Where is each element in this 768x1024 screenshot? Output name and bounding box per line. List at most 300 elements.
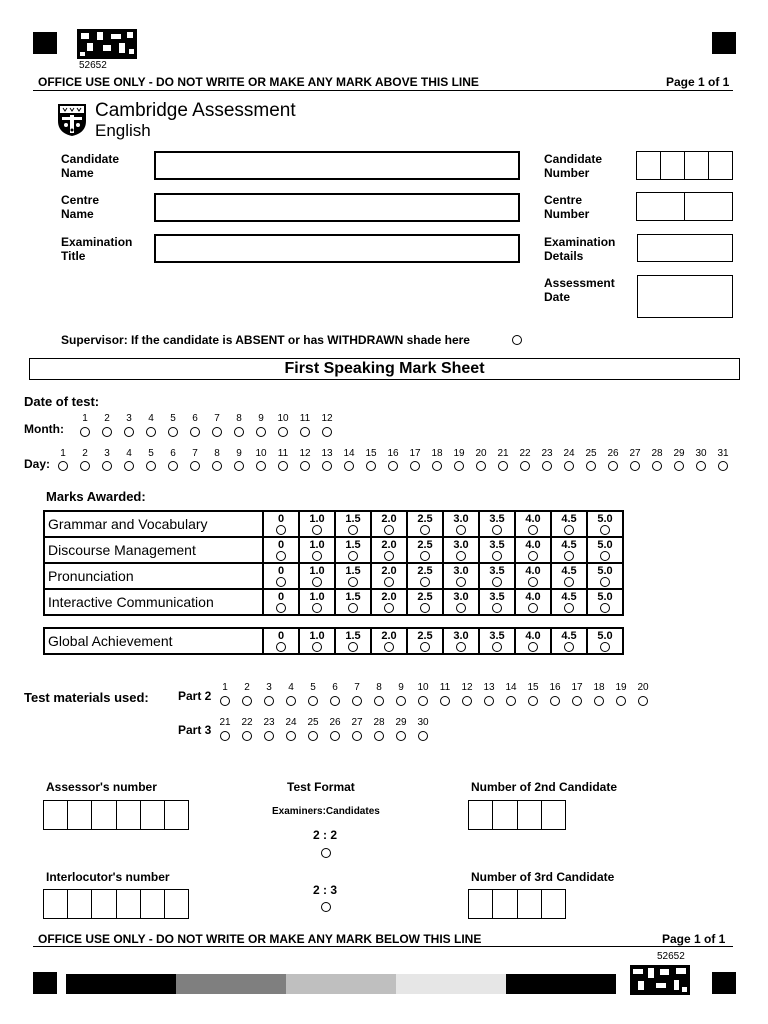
score-cell [515, 511, 551, 537]
page-number-top: Page 1 of 1 [666, 75, 730, 89]
interlocutor-number-field[interactable] [43, 889, 189, 919]
score-cell [551, 628, 587, 654]
day-bubble[interactable] [80, 461, 90, 471]
day-number-label: 23 [541, 448, 553, 459]
month-bubble[interactable] [146, 427, 156, 437]
score-cell [299, 589, 335, 615]
score-bubble[interactable] [492, 551, 502, 561]
score-label: 4.0 [525, 630, 541, 642]
score-cell [263, 563, 299, 589]
score-label: 3.5 [489, 565, 505, 577]
day-number-label: 24 [563, 448, 575, 459]
day-bubble[interactable] [278, 461, 288, 471]
supervisor-instruction: Supervisor: If the candidate is ABSENT or has WITHDRAWN shade here [61, 333, 470, 347]
part2-bubble[interactable] [374, 696, 384, 706]
score-cell [479, 537, 515, 563]
format-2-3-bubble[interactable] [321, 902, 331, 912]
score-cell [263, 537, 299, 563]
day-bubble[interactable] [476, 461, 486, 471]
score-cell [299, 511, 335, 537]
registration-mark-bottom-left [33, 972, 57, 994]
score-bubble[interactable] [420, 603, 430, 613]
part2-bubble[interactable] [396, 696, 406, 706]
part2-bubble[interactable] [286, 696, 296, 706]
page-number-bottom: Page 1 of 1 [662, 932, 726, 946]
part2-bubble[interactable] [440, 696, 450, 706]
test-materials-label: Test materials used: [24, 690, 149, 705]
score-cell [371, 511, 407, 537]
form-code-bottom: 52652 [657, 951, 685, 962]
part2-number-label: 5 [310, 682, 316, 693]
month-number-label: 8 [236, 413, 242, 424]
day-number-label: 1 [60, 448, 66, 459]
month-bubble[interactable] [80, 427, 90, 437]
score-cell [479, 563, 515, 589]
day-bubble[interactable] [102, 461, 112, 471]
score-cell [407, 511, 443, 537]
examination-title-field[interactable] [154, 234, 520, 263]
score-label: 2.0 [381, 539, 397, 551]
format-2-2-label: 2 : 2 [313, 828, 338, 842]
month-number-label: 11 [299, 413, 311, 424]
score-bubble[interactable] [276, 551, 286, 561]
score-bubble[interactable] [528, 603, 538, 613]
score-label: 3.0 [453, 513, 469, 525]
score-label: 0 [277, 565, 285, 577]
criterion-label: Grammar and Vocabulary [44, 511, 263, 537]
part3-bubble[interactable] [220, 731, 230, 741]
score-bubble[interactable] [348, 642, 358, 652]
centre-name-label: Centre Name [61, 193, 100, 221]
score-bubble[interactable] [492, 642, 502, 652]
part2-bubble[interactable] [638, 696, 648, 706]
score-bubble[interactable] [312, 525, 322, 535]
score-label: 2.5 [417, 565, 433, 577]
part3-number-label: 26 [329, 717, 341, 728]
score-bubble[interactable] [384, 603, 394, 613]
day-bubble[interactable] [234, 461, 244, 471]
score-cell [587, 563, 623, 589]
score-label: 5.0 [597, 565, 613, 577]
third-candidate-label: Number of 3rd Candidate [471, 870, 615, 884]
score-bubble[interactable] [276, 577, 286, 587]
page-title: First Speaking Mark Sheet [284, 360, 485, 377]
examination-details-field[interactable] [637, 234, 733, 262]
month-label: Month: [24, 422, 64, 436]
score-cell [587, 628, 623, 654]
interlocutor-number-label: Interlocutor's number [46, 870, 170, 884]
score-bubble[interactable] [600, 551, 610, 561]
score-label: 1.5 [345, 565, 361, 577]
part3-number-label: 22 [241, 717, 253, 728]
score-label: 4.0 [525, 513, 541, 525]
day-bubble[interactable] [520, 461, 530, 471]
month-number-label: 10 [277, 413, 289, 424]
centre-number-label: Centre Number [544, 193, 590, 221]
day-bubble[interactable] [300, 461, 310, 471]
month-number-label: 7 [214, 413, 220, 424]
score-cell [479, 628, 515, 654]
score-bubble[interactable] [384, 525, 394, 535]
score-label: 4.5 [561, 539, 577, 551]
day-bubble[interactable] [344, 461, 354, 471]
day-number-label: 13 [321, 448, 333, 459]
day-bubble[interactable] [542, 461, 552, 471]
score-bubble[interactable] [456, 642, 466, 652]
criterion-row [44, 589, 623, 615]
part3-label: Part 3 [178, 723, 212, 737]
part2-number-label: 7 [354, 682, 360, 693]
office-use-notice-bottom: OFFICE USE ONLY - DO NOT WRITE OR MAKE ANY MARK BELOW THIS LINE [38, 932, 482, 946]
day-bubble[interactable] [564, 461, 574, 471]
day-number-label: 11 [277, 448, 289, 459]
part2-number-label: 15 [527, 682, 539, 693]
part3-bubble[interactable] [396, 731, 406, 741]
day-bubble[interactable] [124, 461, 134, 471]
part2-bubble[interactable] [528, 696, 538, 706]
score-bubble[interactable] [348, 577, 358, 587]
score-bubble[interactable] [528, 551, 538, 561]
part2-bubble[interactable] [352, 696, 362, 706]
part3-number-label: 28 [373, 717, 385, 728]
score-label: 0 [277, 513, 285, 525]
score-bubble[interactable] [312, 642, 322, 652]
score-cell [515, 589, 551, 615]
part2-number-label: 3 [266, 682, 272, 693]
part2-bubble[interactable] [616, 696, 626, 706]
score-cell [299, 563, 335, 589]
part3-bubble[interactable] [264, 731, 274, 741]
score-cell [335, 589, 371, 615]
score-label: 4.5 [561, 591, 577, 603]
score-cell [479, 511, 515, 537]
global-achievement-label: Global Achievement [44, 628, 263, 654]
score-bubble[interactable] [492, 603, 502, 613]
part3-bubble[interactable] [418, 731, 428, 741]
month-bubble[interactable] [300, 427, 310, 437]
month-number-label: 12 [321, 413, 333, 424]
logo-title: Cambridge Assessment [95, 100, 296, 121]
score-bubble[interactable] [276, 642, 286, 652]
day-number-label: 8 [214, 448, 220, 459]
assessment-date-label: Assessment Date [544, 276, 615, 304]
day-number-label: 6 [170, 448, 176, 459]
criterion-row [44, 563, 623, 589]
score-label: 5.0 [597, 539, 613, 551]
score-bubble[interactable] [312, 603, 322, 613]
score-bubble[interactable] [312, 577, 322, 587]
criterion-label: Discourse Management [44, 537, 263, 563]
score-bubble[interactable] [564, 577, 574, 587]
global-achievement-table [43, 627, 624, 655]
score-cell [335, 537, 371, 563]
day-bubble[interactable] [410, 461, 420, 471]
candidate-name-field[interactable] [154, 151, 520, 180]
month-number-label: 4 [148, 413, 154, 424]
part3-bubble[interactable] [374, 731, 384, 741]
score-bubble[interactable] [420, 577, 430, 587]
score-cell [551, 589, 587, 615]
month-number-label: 6 [192, 413, 198, 424]
gradient-bar-dark-gray [176, 974, 286, 994]
day-number-label: 22 [519, 448, 531, 459]
day-bubble[interactable] [322, 461, 332, 471]
part2-number-label: 2 [244, 682, 250, 693]
day-bubble[interactable] [168, 461, 178, 471]
second-candidate-label: Number of 2nd Candidate [471, 780, 618, 794]
day-bubble[interactable] [652, 461, 662, 471]
score-label: 5.0 [597, 591, 613, 603]
part2-bubble[interactable] [484, 696, 494, 706]
score-bubble[interactable] [456, 551, 466, 561]
month-bubble[interactable] [102, 427, 112, 437]
score-bubble[interactable] [420, 525, 430, 535]
day-number-label: 18 [431, 448, 443, 459]
part2-bubble[interactable] [550, 696, 560, 706]
score-cell [407, 628, 443, 654]
score-bubble[interactable] [600, 603, 610, 613]
day-number-label: 25 [585, 448, 597, 459]
part3-number-label: 29 [395, 717, 407, 728]
score-cell [335, 628, 371, 654]
score-label: 1.5 [345, 630, 361, 642]
day-bubble[interactable] [432, 461, 442, 471]
day-bubble[interactable] [674, 461, 684, 471]
barcode-top [77, 29, 137, 59]
part2-bubble[interactable] [594, 696, 604, 706]
month-bubble[interactable] [212, 427, 222, 437]
part2-number-label: 18 [593, 682, 605, 693]
assessor-number-field[interactable] [43, 800, 189, 830]
day-number-label: 15 [365, 448, 377, 459]
barcode-bottom [630, 965, 690, 995]
score-cell [371, 537, 407, 563]
month-bubble[interactable] [124, 427, 134, 437]
day-number-label: 31 [717, 448, 729, 459]
score-bubble[interactable] [276, 603, 286, 613]
day-bubble[interactable] [58, 461, 68, 471]
score-bubble[interactable] [384, 642, 394, 652]
gradient-bar-black [66, 974, 176, 994]
score-label: 4.5 [561, 513, 577, 525]
marks-awarded-label: Marks Awarded: [46, 489, 146, 504]
examination-title-label: Examination Title [61, 235, 133, 263]
office-use-notice-top: OFFICE USE ONLY - DO NOT WRITE OR MAKE ANY MARK ABOVE THIS LINE [38, 75, 479, 89]
month-bubble[interactable] [256, 427, 266, 437]
score-bubble[interactable] [564, 603, 574, 613]
score-label: 0 [277, 539, 285, 551]
form-code-top: 52652 [79, 60, 107, 71]
score-label: 4.5 [561, 565, 577, 577]
score-cell [335, 563, 371, 589]
part2-bubble[interactable] [418, 696, 428, 706]
part3-bubble[interactable] [352, 731, 362, 741]
score-label: 2.5 [417, 539, 433, 551]
score-label: 3.0 [453, 591, 469, 603]
score-label: 0 [277, 591, 285, 603]
part2-number-label: 19 [615, 682, 627, 693]
score-cell [443, 511, 479, 537]
part2-bubble[interactable] [462, 696, 472, 706]
assessment-date-field[interactable] [637, 275, 733, 318]
score-bubble[interactable] [456, 603, 466, 613]
examiners-candidates-label: Examiners:Candidates [272, 806, 380, 817]
day-bubble[interactable] [212, 461, 222, 471]
part2-number-label: 4 [288, 682, 294, 693]
day-label: Day: [24, 457, 51, 471]
day-bubble[interactable] [256, 461, 266, 471]
day-bubble[interactable] [366, 461, 376, 471]
score-bubble[interactable] [600, 642, 610, 652]
month-bubble[interactable] [322, 427, 332, 437]
day-number-label: 2 [82, 448, 88, 459]
day-number-label: 7 [192, 448, 198, 459]
centre-number-field[interactable] [636, 192, 733, 221]
part3-bubble[interactable] [308, 731, 318, 741]
score-bubble[interactable] [348, 525, 358, 535]
part2-number-label: 6 [332, 682, 338, 693]
part2-bubble[interactable] [572, 696, 582, 706]
criterion-label: Pronunciation [44, 563, 263, 589]
day-number-label: 19 [453, 448, 465, 459]
day-number-label: 16 [387, 448, 399, 459]
score-label: 1.0 [309, 565, 325, 577]
score-cell [299, 628, 335, 654]
day-number-label: 17 [409, 448, 421, 459]
score-bubble[interactable] [420, 642, 430, 652]
day-bubble[interactable] [190, 461, 200, 471]
score-label: 2.0 [381, 591, 397, 603]
part3-bubble[interactable] [242, 731, 252, 741]
score-bubble[interactable] [564, 642, 574, 652]
score-bubble[interactable] [348, 603, 358, 613]
registration-mark-bottom-right [712, 972, 736, 994]
score-cell [551, 511, 587, 537]
part2-number-label: 12 [461, 682, 473, 693]
score-label: 3.0 [453, 539, 469, 551]
logo-subtitle: English [95, 121, 151, 140]
month-number-label: 9 [258, 413, 264, 424]
part3-number-label: 25 [307, 717, 319, 728]
score-bubble[interactable] [492, 577, 502, 587]
month-number-label: 2 [104, 413, 110, 424]
gradient-bar-black-end [506, 974, 616, 994]
score-cell [587, 511, 623, 537]
score-label: 3.5 [489, 630, 505, 642]
global-achievement-row [44, 628, 623, 654]
score-cell [515, 563, 551, 589]
day-bubble[interactable] [586, 461, 596, 471]
score-cell [515, 537, 551, 563]
score-bubble[interactable] [600, 525, 610, 535]
day-number-label: 4 [126, 448, 132, 459]
day-bubble[interactable] [454, 461, 464, 471]
score-bubble[interactable] [528, 577, 538, 587]
part3-bubble[interactable] [286, 731, 296, 741]
score-bubble[interactable] [420, 551, 430, 561]
score-bubble[interactable] [600, 577, 610, 587]
score-cell [371, 589, 407, 615]
score-bubble[interactable] [312, 551, 322, 561]
part2-bubble[interactable] [506, 696, 516, 706]
part3-bubble[interactable] [330, 731, 340, 741]
day-number-label: 29 [673, 448, 685, 459]
score-bubble[interactable] [528, 642, 538, 652]
day-bubble[interactable] [630, 461, 640, 471]
day-bubble[interactable] [608, 461, 618, 471]
day-number-label: 26 [607, 448, 619, 459]
score-cell [551, 563, 587, 589]
day-number-label: 12 [299, 448, 311, 459]
candidate-number-field[interactable] [636, 151, 733, 180]
registration-mark-top-right [712, 32, 736, 54]
score-bubble[interactable] [276, 525, 286, 535]
part2-number-label: 16 [549, 682, 561, 693]
part2-bubble[interactable] [264, 696, 274, 706]
score-bubble[interactable] [564, 525, 574, 535]
bottom-rule [33, 946, 733, 947]
day-bubble[interactable] [696, 461, 706, 471]
score-label: 2.0 [381, 513, 397, 525]
part2-bubble[interactable] [308, 696, 318, 706]
score-cell [443, 537, 479, 563]
format-2-2-bubble[interactable] [321, 848, 331, 858]
score-label: 3.5 [489, 513, 505, 525]
day-bubble[interactable] [718, 461, 728, 471]
score-bubble[interactable] [492, 525, 502, 535]
score-label: 0 [277, 630, 285, 642]
part2-bubble[interactable] [242, 696, 252, 706]
score-label: 3.5 [489, 591, 505, 603]
examination-details-label: Examination Details [544, 235, 616, 263]
score-cell [515, 628, 551, 654]
third-candidate-field[interactable] [468, 889, 566, 919]
day-bubble[interactable] [498, 461, 508, 471]
second-candidate-field[interactable] [468, 800, 566, 830]
score-cell [443, 589, 479, 615]
score-cell [551, 537, 587, 563]
score-label: 3.0 [453, 630, 469, 642]
part2-bubble[interactable] [220, 696, 230, 706]
month-bubble[interactable] [234, 427, 244, 437]
month-bubble[interactable] [190, 427, 200, 437]
score-cell [443, 563, 479, 589]
day-bubble[interactable] [146, 461, 156, 471]
day-number-label: 14 [343, 448, 355, 459]
score-bubble[interactable] [564, 551, 574, 561]
month-bubble[interactable] [168, 427, 178, 437]
centre-name-field[interactable] [154, 193, 520, 222]
day-bubble[interactable] [388, 461, 398, 471]
score-bubble[interactable] [456, 577, 466, 587]
score-label: 1.0 [309, 591, 325, 603]
day-number-label: 21 [497, 448, 509, 459]
score-bubble[interactable] [456, 525, 466, 535]
score-bubble[interactable] [528, 525, 538, 535]
score-bubble[interactable] [384, 551, 394, 561]
criterion-row [44, 511, 623, 537]
marks-table [43, 510, 624, 616]
score-label: 4.0 [525, 591, 541, 603]
candidate-number-label: Candidate Number [544, 152, 603, 180]
absent-withdrawn-bubble[interactable] [512, 335, 522, 345]
month-bubble[interactable] [278, 427, 288, 437]
score-bubble[interactable] [384, 577, 394, 587]
format-2-3-label: 2 : 3 [313, 883, 338, 897]
score-label: 2.5 [417, 513, 433, 525]
score-bubble[interactable] [348, 551, 358, 561]
part2-bubble[interactable] [330, 696, 340, 706]
